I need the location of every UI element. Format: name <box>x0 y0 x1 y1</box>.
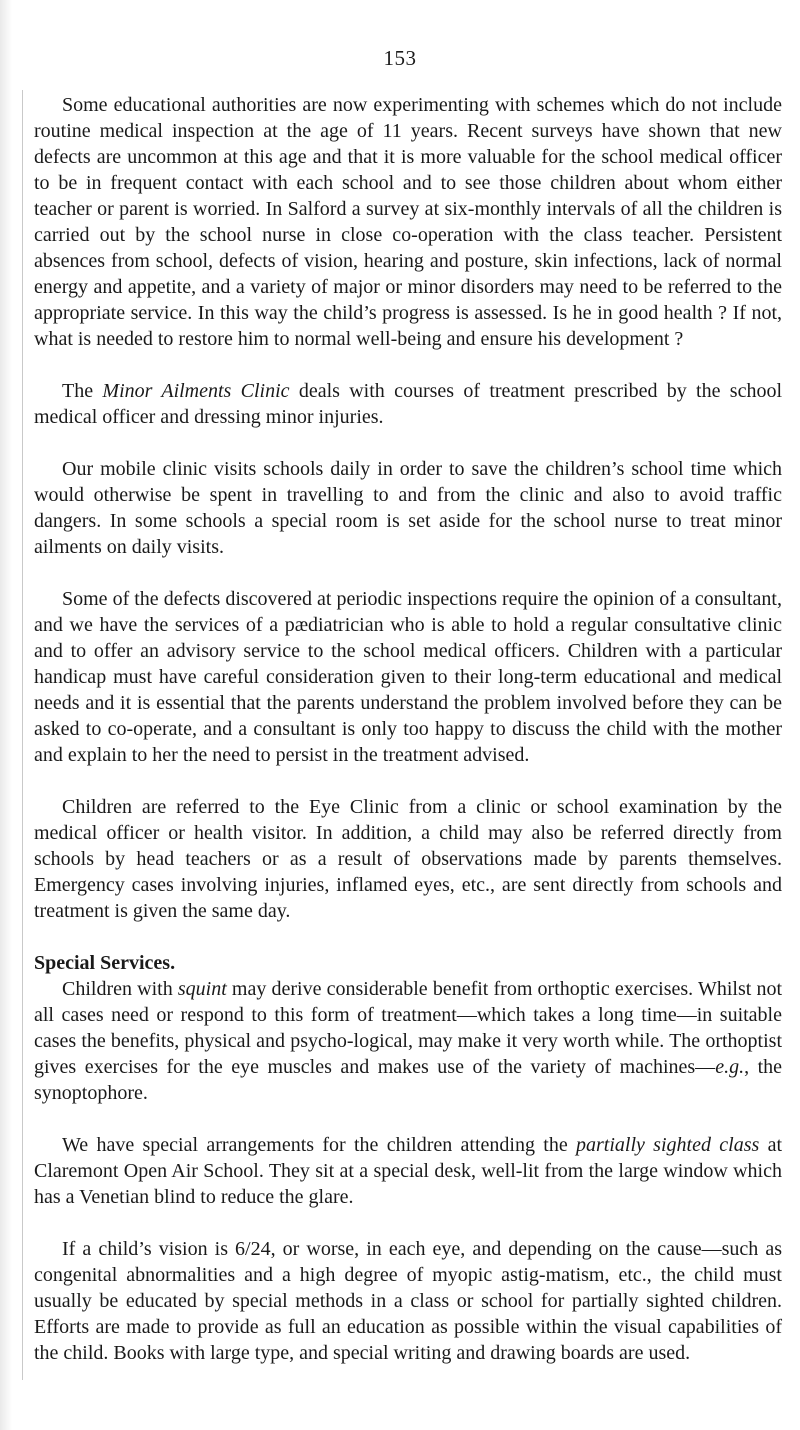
page-binding-edge <box>0 0 12 1430</box>
paragraph-text: The <box>62 380 103 402</box>
page-number: 153 <box>383 46 417 70</box>
paragraph-text: may derive considerable benefit from orthoptic exercises. Whilst not all cases need or respond to this form of treatment—which takes a long time—in suitable cases the benefits, physical and psycho-logical, may make it very worth while. The orthoptist gives exercises for the eye muscles and makes use of the variety of machines— <box>34 978 783 1078</box>
paragraph-routine-inspection: Some educational authorities are now experimenting with schemes which do not include routine medical inspection at the age of 11 years. Recent surveys have shown that new defects are uncommon at this age and that it is more valuable for the school medical officer to be in frequent contact with each school and to see those children about whom either teacher or parent is worried. In Salford a survey at six-monthly intervals of all the children is carried out by the school nurse in close co-operation with the class teacher. Persistent absences from school, defects of vision, hearing and posture, skin infections, lack of normal energy and appetite, and a variety of major or minor disorders may need to be referred to the appropriate service. In this way the child’s progress is assessed. Is he in good health ? If not, what is needed to restore him to normal well-being and ensure his development ? <box>34 94 782 350</box>
paragraph-consultant: Some of the defects discovered at periodic inspections require the opinion of a consultant, and we have the services of a pædiatrician who is able to hold a regular consultative clinic and to offer an advisory service to the school medical officers. Children with a particular handicap must have careful consideration given to their long-term educational and medical needs and it is essential that the parents understand the problem involved before they can be asked to co-operate, and a consultant is only too happy to discuss the child with the mother and explain to her the need to persist in the treatment advised. <box>34 588 782 766</box>
paragraph-text: Children with <box>62 978 178 1000</box>
italic-term-partially-sighted-class: partially sighted class <box>576 1134 760 1156</box>
page-binding-line <box>22 90 23 1380</box>
paragraph-vision-6-24: If a child’s vision is 6/24, or worse, in each eye, and depending on the cause—such as congenital abnormalities and a high degree of myopic astig-matism, etc., the child must usually be educated by special methods in a class or school for partially sighted children. Efforts are made to provide as full an education as possible within the visual capabilities of the child. Books with large type, and special writing and drawing boards are used. <box>34 1238 782 1364</box>
paragraph-mobile-clinic: Our mobile clinic visits schools daily in order to save the children’s school time which would otherwise be spent in travelling to and from the clinic and also to avoid traffic dangers. In some schools a special room is set aside for the school nurse to treat minor ailments on daily visits. <box>34 458 782 558</box>
italic-term-squint: squint <box>177 978 227 1000</box>
italic-term-eg: e.g. <box>715 1056 745 1078</box>
paragraph-partially-sighted-class <box>34 1132 782 1210</box>
paragraph-text: at Claremont Open Air School. They sit at a special desk, well-lit from the large window which has a Venetian blind to reduce the glare. <box>34 1134 782 1208</box>
paragraph-squint <box>34 976 782 1106</box>
italic-term-minor-ailments-clinic: Minor Ailments Clinic <box>102 380 290 402</box>
paragraph-text: We have special arrangements for the children attending the <box>62 1134 576 1156</box>
paragraph-eye-clinic: Children are referred to the Eye Clinic from a clinic or school examination by the medical officer or health visitor. In addition, a child may also be referred directly from schools by head teachers or as a result of observations made by parents themselves. Emergency cases involving injuries, inflamed eyes, etc., are sent directly from schools and treatment is given the same day. <box>34 796 782 922</box>
section-heading-special-services: Special Services. <box>34 952 176 974</box>
paragraph-text: , the synoptophore. <box>34 1056 782 1104</box>
paragraph-text: deals with courses of treatment prescribed by the school medical officer and dressing minor injuries. <box>34 380 783 428</box>
paragraph-minor-ailments-clinic <box>34 378 782 430</box>
page-content <box>34 92 782 1366</box>
